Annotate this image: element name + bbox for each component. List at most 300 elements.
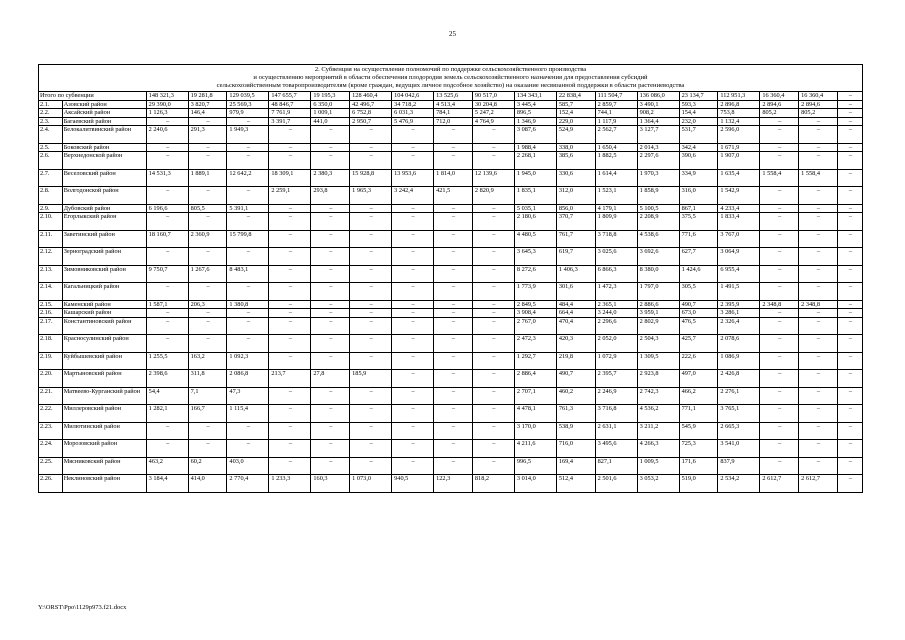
value-cell: 3 184,4 bbox=[146, 475, 188, 493]
value-cell: – bbox=[434, 370, 473, 388]
value-cell: 1 949,3 bbox=[227, 126, 269, 144]
value-cell: 2 268,1 bbox=[514, 152, 556, 170]
value-cell: – bbox=[188, 152, 227, 170]
value-cell: 3 025,6 bbox=[595, 248, 637, 266]
value-cell: 3 716,8 bbox=[595, 405, 637, 423]
value-cell: – bbox=[269, 300, 311, 309]
value-cell: – bbox=[434, 126, 473, 144]
value-cell: – bbox=[837, 317, 862, 335]
table-row bbox=[39, 405, 863, 423]
value-cell: 2 246,9 bbox=[595, 387, 637, 405]
value-cell: 2 395,9 bbox=[718, 300, 760, 309]
value-cell: – bbox=[350, 457, 392, 475]
value-cell: 3 053,2 bbox=[637, 475, 679, 493]
value-cell: 531,7 bbox=[679, 126, 718, 144]
value-cell: 2 014,3 bbox=[637, 143, 679, 152]
value-cell: 301,6 bbox=[556, 283, 595, 301]
value-cell: – bbox=[146, 422, 188, 440]
value-cell: 2 398,6 bbox=[146, 370, 188, 388]
value-cell: – bbox=[269, 387, 311, 405]
value-cell: – bbox=[227, 213, 269, 231]
value-cell: – bbox=[392, 248, 434, 266]
value-cell: – bbox=[472, 265, 514, 283]
title-line-2: и осуществлению мероприятий в области обеспечения плодородия земель сельскохозяйственного назначения для предоставления субсидий bbox=[253, 74, 648, 81]
value-cell: – bbox=[269, 422, 311, 440]
row-number: 2.11. bbox=[39, 230, 63, 248]
value-cell: 6 866,3 bbox=[595, 265, 637, 283]
value-cell: – bbox=[311, 352, 350, 370]
value-cell: – bbox=[434, 248, 473, 266]
value-cell: 3 087,6 bbox=[514, 126, 556, 144]
district-name: Милютинский район bbox=[62, 422, 146, 440]
value-cell: – bbox=[311, 283, 350, 301]
value-cell: – bbox=[269, 352, 311, 370]
value-cell: – bbox=[799, 248, 838, 266]
value-cell: – bbox=[837, 370, 862, 388]
district-name: Константиновский район bbox=[62, 317, 146, 335]
total-cell: 128 460,4 bbox=[350, 92, 392, 101]
value-cell: 463,2 bbox=[146, 457, 188, 475]
value-cell: – bbox=[227, 187, 269, 205]
value-cell: 538,9 bbox=[556, 422, 595, 440]
value-cell: – bbox=[392, 352, 434, 370]
value-cell: 3 820,7 bbox=[188, 100, 227, 109]
value-cell: – bbox=[837, 475, 862, 493]
value-cell: – bbox=[760, 352, 799, 370]
title-line-1: 2. Субвенция на осуществление полномочий по поддержке сельскохозяйственного производства bbox=[314, 66, 587, 73]
value-cell: 827,1 bbox=[595, 457, 637, 475]
subsidy-table bbox=[38, 64, 863, 493]
value-cell: 42 496,7 bbox=[350, 100, 392, 109]
value-cell: – bbox=[311, 457, 350, 475]
total-cell: 112 951,3 bbox=[718, 92, 760, 101]
value-cell: 1 558,4 bbox=[799, 169, 838, 187]
total-cell: 148 321,3 bbox=[146, 92, 188, 101]
total-cell: 111 504,7 bbox=[595, 92, 637, 101]
value-cell: – bbox=[434, 352, 473, 370]
row-number: 2.23. bbox=[39, 422, 63, 440]
value-cell: – bbox=[350, 248, 392, 266]
table-row bbox=[39, 475, 863, 493]
value-cell: 1 558,4 bbox=[760, 169, 799, 187]
value-cell: – bbox=[434, 422, 473, 440]
value-cell: – bbox=[837, 169, 862, 187]
value-cell: – bbox=[760, 117, 799, 126]
value-cell: 627,7 bbox=[679, 248, 718, 266]
value-cell: – bbox=[350, 352, 392, 370]
value-cell: 856,0 bbox=[556, 204, 595, 213]
value-cell: 441,0 bbox=[311, 117, 350, 126]
value-cell: – bbox=[837, 100, 862, 109]
value-cell: – bbox=[837, 248, 862, 266]
value-cell: 1 542,9 bbox=[718, 187, 760, 205]
value-cell: – bbox=[799, 309, 838, 318]
value-cell: 1 587,1 bbox=[146, 300, 188, 309]
value-cell: – bbox=[434, 283, 473, 301]
value-cell: 4 764,9 bbox=[472, 117, 514, 126]
value-cell: – bbox=[760, 283, 799, 301]
total-row bbox=[39, 92, 863, 101]
value-cell: – bbox=[227, 422, 269, 440]
table-row bbox=[39, 109, 863, 118]
value-cell: – bbox=[269, 126, 311, 144]
value-cell: 744,1 bbox=[595, 109, 637, 118]
value-cell: 385,6 bbox=[556, 152, 595, 170]
value-cell: 3 244,0 bbox=[595, 309, 637, 318]
value-cell: – bbox=[472, 387, 514, 405]
value-cell: – bbox=[392, 265, 434, 283]
table-row bbox=[39, 457, 863, 475]
value-cell: 805,2 bbox=[760, 109, 799, 118]
row-number: 2.15. bbox=[39, 300, 63, 309]
table-row bbox=[39, 265, 863, 283]
district-name: Веселовский район bbox=[62, 169, 146, 187]
value-cell: – bbox=[472, 283, 514, 301]
value-cell: 3 495,6 bbox=[595, 440, 637, 458]
value-cell: 1 346,9 bbox=[514, 117, 556, 126]
value-cell: 3 541,0 bbox=[718, 440, 760, 458]
value-cell: 593,3 bbox=[679, 100, 718, 109]
value-cell: – bbox=[269, 283, 311, 301]
value-cell: – bbox=[269, 152, 311, 170]
value-cell: – bbox=[269, 335, 311, 353]
value-cell: 3 767,0 bbox=[718, 230, 760, 248]
value-cell: – bbox=[472, 440, 514, 458]
table-row bbox=[39, 335, 863, 353]
value-cell: 6 031,3 bbox=[392, 109, 434, 118]
value-cell: 1 814,0 bbox=[434, 169, 473, 187]
value-cell: – bbox=[350, 300, 392, 309]
value-cell: 1 635,4 bbox=[718, 169, 760, 187]
value-cell: – bbox=[350, 387, 392, 405]
value-cell: – bbox=[269, 143, 311, 152]
value-cell: 2 886,6 bbox=[637, 300, 679, 309]
value-cell: 3 014,0 bbox=[514, 475, 556, 493]
title-line-3: сельскохозяйственным товаропроизводителям (кроме граждан, ведущих личное подсобное хозяйство) на оказание несвязанной поддержки в области растениеводства bbox=[216, 82, 685, 89]
value-cell: 9 750,7 bbox=[146, 265, 188, 283]
district-name: Мясниковский район bbox=[62, 457, 146, 475]
value-cell: 4 233,4 bbox=[718, 204, 760, 213]
value-cell: 6 350,0 bbox=[311, 100, 350, 109]
value-cell: – bbox=[227, 440, 269, 458]
district-name: Миллеровский район bbox=[62, 405, 146, 423]
value-cell: – bbox=[146, 117, 188, 126]
value-cell: – bbox=[188, 117, 227, 126]
value-cell: – bbox=[146, 335, 188, 353]
value-cell: 2 380,3 bbox=[311, 169, 350, 187]
value-cell: 673,0 bbox=[679, 309, 718, 318]
value-cell: 979,9 bbox=[227, 109, 269, 118]
value-cell: 403,0 bbox=[227, 457, 269, 475]
value-cell: 232,0 bbox=[679, 117, 718, 126]
value-cell: – bbox=[799, 204, 838, 213]
value-cell: – bbox=[392, 300, 434, 309]
value-cell: 2 276,1 bbox=[718, 387, 760, 405]
value-cell: 2 820,9 bbox=[472, 187, 514, 205]
value-cell: – bbox=[799, 265, 838, 283]
value-cell: – bbox=[311, 405, 350, 423]
row-number: 2.10. bbox=[39, 213, 63, 231]
row-number: 2.3. bbox=[39, 117, 63, 126]
total-cell: 19 281,8 bbox=[188, 92, 227, 101]
table-row bbox=[39, 309, 863, 318]
value-cell: – bbox=[311, 265, 350, 283]
value-cell: – bbox=[837, 265, 862, 283]
value-cell: 334,9 bbox=[679, 169, 718, 187]
value-cell: 2 859,7 bbox=[595, 100, 637, 109]
value-cell: – bbox=[837, 230, 862, 248]
value-cell: 2 562,7 bbox=[595, 126, 637, 144]
value-cell: – bbox=[311, 126, 350, 144]
value-cell: 761,3 bbox=[556, 405, 595, 423]
table-row bbox=[39, 387, 863, 405]
value-cell: – bbox=[472, 300, 514, 309]
value-cell: – bbox=[472, 143, 514, 152]
value-cell: 1 073,0 bbox=[350, 475, 392, 493]
value-cell: 1 009,1 bbox=[311, 109, 350, 118]
value-cell: – bbox=[311, 152, 350, 170]
value-cell: 13 953,6 bbox=[392, 169, 434, 187]
value-cell: 3 127,7 bbox=[637, 126, 679, 144]
row-number: 2.20. bbox=[39, 370, 63, 388]
value-cell: 996,5 bbox=[514, 457, 556, 475]
value-cell: 3 490,1 bbox=[637, 100, 679, 109]
value-cell: 2 296,6 bbox=[595, 317, 637, 335]
row-number: 2.6. bbox=[39, 152, 63, 170]
value-cell: 420,3 bbox=[556, 335, 595, 353]
value-cell: 1 858,9 bbox=[637, 187, 679, 205]
value-cell: – bbox=[799, 213, 838, 231]
total-cell: 16 360,4 bbox=[799, 92, 838, 101]
value-cell: – bbox=[188, 187, 227, 205]
table-row bbox=[39, 317, 863, 335]
value-cell: – bbox=[760, 317, 799, 335]
value-cell: – bbox=[799, 405, 838, 423]
row-number: 2.9. bbox=[39, 204, 63, 213]
row-number: 2.8. bbox=[39, 187, 63, 205]
value-cell: – bbox=[837, 126, 862, 144]
value-cell: – bbox=[434, 387, 473, 405]
value-cell: 3 211,2 bbox=[637, 422, 679, 440]
value-cell: 2 297,6 bbox=[637, 152, 679, 170]
value-cell: – bbox=[837, 143, 862, 152]
value-cell: – bbox=[799, 422, 838, 440]
table-row bbox=[39, 422, 863, 440]
value-cell: – bbox=[837, 405, 862, 423]
value-cell: – bbox=[269, 309, 311, 318]
value-cell: 30 204,8 bbox=[472, 100, 514, 109]
value-cell: – bbox=[434, 230, 473, 248]
value-cell: – bbox=[760, 440, 799, 458]
value-cell: – bbox=[472, 317, 514, 335]
value-cell: – bbox=[837, 117, 862, 126]
value-cell: 7,1 bbox=[188, 387, 227, 405]
table-row bbox=[39, 248, 863, 266]
value-cell: – bbox=[760, 370, 799, 388]
value-cell: 1 650,4 bbox=[595, 143, 637, 152]
value-cell: 5 476,9 bbox=[392, 117, 434, 126]
value-cell: 1 671,9 bbox=[718, 143, 760, 152]
value-cell: – bbox=[350, 230, 392, 248]
row-number: 2.24. bbox=[39, 440, 63, 458]
value-cell: – bbox=[269, 405, 311, 423]
value-cell: 425,7 bbox=[679, 335, 718, 353]
value-cell: 171,6 bbox=[679, 457, 718, 475]
value-cell: 160,3 bbox=[311, 475, 350, 493]
value-cell: 1 132,4 bbox=[718, 117, 760, 126]
value-cell: – bbox=[837, 422, 862, 440]
page-number: 25 bbox=[449, 30, 456, 38]
value-cell: – bbox=[311, 300, 350, 309]
district-name: Кагальницкий район bbox=[62, 283, 146, 301]
value-cell: 837,9 bbox=[718, 457, 760, 475]
value-cell: – bbox=[146, 187, 188, 205]
value-cell: – bbox=[434, 143, 473, 152]
value-cell: – bbox=[472, 204, 514, 213]
value-cell: – bbox=[837, 387, 862, 405]
value-cell: – bbox=[799, 152, 838, 170]
value-cell: 34 718,2 bbox=[392, 100, 434, 109]
value-cell: 1 882,5 bbox=[595, 152, 637, 170]
total-cell: – bbox=[837, 92, 862, 101]
value-cell: 4 513,4 bbox=[434, 100, 473, 109]
value-cell: – bbox=[760, 152, 799, 170]
value-cell: 15 799,8 bbox=[227, 230, 269, 248]
value-cell: – bbox=[760, 213, 799, 231]
table-row bbox=[39, 370, 863, 388]
value-cell: 784,1 bbox=[434, 109, 473, 118]
value-cell: 619,7 bbox=[556, 248, 595, 266]
value-cell: 771,1 bbox=[679, 405, 718, 423]
value-cell: – bbox=[837, 309, 862, 318]
value-cell: – bbox=[350, 126, 392, 144]
value-cell: 3 445,4 bbox=[514, 100, 556, 109]
row-number: 2.12. bbox=[39, 248, 63, 266]
value-cell: 3 286,1 bbox=[718, 309, 760, 318]
value-cell: 152,4 bbox=[556, 109, 595, 118]
value-cell: – bbox=[799, 317, 838, 335]
value-cell: 2 078,6 bbox=[718, 335, 760, 353]
row-number: 2.1. bbox=[39, 100, 63, 109]
table-row bbox=[39, 300, 863, 309]
value-cell: 1 809,9 bbox=[595, 213, 637, 231]
value-cell: – bbox=[434, 265, 473, 283]
value-cell: 163,2 bbox=[188, 352, 227, 370]
district-name: Верхнедонской район bbox=[62, 152, 146, 170]
value-cell: – bbox=[760, 248, 799, 266]
total-cell: 23 134,7 bbox=[679, 92, 718, 101]
row-number: 2.17. bbox=[39, 317, 63, 335]
value-cell: 18 160,7 bbox=[146, 230, 188, 248]
value-cell: – bbox=[392, 126, 434, 144]
value-cell: 60,2 bbox=[188, 457, 227, 475]
value-cell: 1 472,3 bbox=[595, 283, 637, 301]
value-cell: 867,1 bbox=[679, 204, 718, 213]
value-cell: 2 631,1 bbox=[595, 422, 637, 440]
value-cell: – bbox=[799, 335, 838, 353]
district-name: Кашарский район bbox=[62, 309, 146, 318]
value-cell: 1 406,3 bbox=[556, 265, 595, 283]
value-cell: 761,7 bbox=[556, 230, 595, 248]
value-cell: – bbox=[434, 440, 473, 458]
value-cell: – bbox=[227, 317, 269, 335]
value-cell: – bbox=[227, 335, 269, 353]
value-cell: – bbox=[760, 265, 799, 283]
value-cell: – bbox=[350, 309, 392, 318]
value-cell: 470,4 bbox=[556, 317, 595, 335]
value-cell: – bbox=[188, 317, 227, 335]
value-cell: 12 139,6 bbox=[472, 169, 514, 187]
value-cell: – bbox=[472, 352, 514, 370]
value-cell: 5 100,5 bbox=[637, 204, 679, 213]
value-cell: 2 802,9 bbox=[637, 317, 679, 335]
row-number: 2.2. bbox=[39, 109, 63, 118]
value-cell: 1 009,5 bbox=[637, 457, 679, 475]
value-cell: 1 988,4 bbox=[514, 143, 556, 152]
value-cell: 1 945,0 bbox=[514, 169, 556, 187]
value-cell: – bbox=[227, 283, 269, 301]
table-row bbox=[39, 187, 863, 205]
value-cell: – bbox=[760, 387, 799, 405]
district-name: Егорлыкский район bbox=[62, 213, 146, 231]
value-cell: 1 309,5 bbox=[637, 352, 679, 370]
value-cell: – bbox=[434, 213, 473, 231]
district-name: Дубовский район bbox=[62, 204, 146, 213]
value-cell: – bbox=[392, 440, 434, 458]
value-cell: 908,2 bbox=[637, 109, 679, 118]
value-cell: – bbox=[311, 309, 350, 318]
row-number: 2.13. bbox=[39, 265, 63, 283]
table-row bbox=[39, 283, 863, 301]
value-cell: 2 326,4 bbox=[718, 317, 760, 335]
value-cell: 805,5 bbox=[188, 204, 227, 213]
value-cell: 48 846,7 bbox=[269, 100, 311, 109]
value-cell: – bbox=[472, 248, 514, 266]
value-cell: 4 480,5 bbox=[514, 230, 556, 248]
value-cell: 497,0 bbox=[679, 370, 718, 388]
value-cell: – bbox=[392, 370, 434, 388]
value-cell: 3 242,4 bbox=[392, 187, 434, 205]
total-cell: 134 343,1 bbox=[514, 92, 556, 101]
table-row bbox=[39, 204, 863, 213]
district-name: Зерноградский район bbox=[62, 248, 146, 266]
value-cell: – bbox=[434, 204, 473, 213]
value-cell: – bbox=[434, 300, 473, 309]
row-number: 2.16. bbox=[39, 309, 63, 318]
value-cell: – bbox=[799, 370, 838, 388]
value-cell: – bbox=[472, 152, 514, 170]
value-cell: – bbox=[799, 117, 838, 126]
district-name: Аксайский район bbox=[62, 109, 146, 118]
value-cell: – bbox=[392, 204, 434, 213]
value-cell: – bbox=[837, 335, 862, 353]
value-cell: 1 072,9 bbox=[595, 352, 637, 370]
document-path: Y:\ORST\Ppo\1129p973.f21.docx bbox=[38, 604, 127, 611]
value-cell: 2 950,7 bbox=[350, 117, 392, 126]
value-cell: 2 208,9 bbox=[637, 213, 679, 231]
value-cell: – bbox=[392, 387, 434, 405]
district-name: Волгодонской район bbox=[62, 187, 146, 205]
value-cell: 2 501,6 bbox=[595, 475, 637, 493]
value-cell: 2 612,7 bbox=[799, 475, 838, 493]
value-cell: – bbox=[837, 204, 862, 213]
value-cell: – bbox=[434, 405, 473, 423]
total-cell: 16 360,4 bbox=[760, 92, 799, 101]
value-cell: 1 523,1 bbox=[595, 187, 637, 205]
value-cell: 4 538,6 bbox=[637, 230, 679, 248]
value-cell: 1 424,6 bbox=[679, 265, 718, 283]
value-cell: – bbox=[434, 317, 473, 335]
